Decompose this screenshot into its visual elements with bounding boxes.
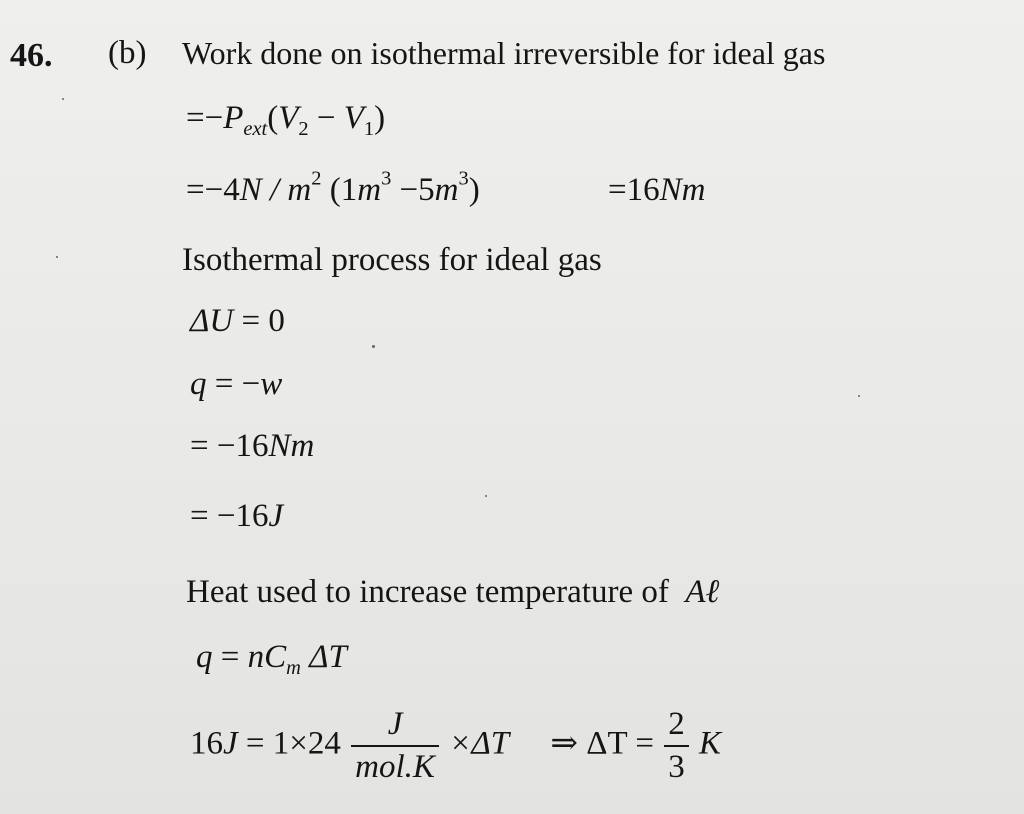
scan-speck: [56, 256, 58, 258]
isothermal-statement: Isothermal process for ideal gas: [182, 242, 602, 278]
equation-delta-t: 16J = 1×24 $\frac{J}{\text{mol.K}}$ ×ΔT ⇒ ΔT = $\frac{2}{3}$ K: [190, 706, 721, 785]
equation-heat-capacity: $q = nC_m$ ΔT: [196, 639, 347, 680]
equation-delta-u: ΔU = 0: [190, 303, 285, 339]
equation-work-result: =16Nm: [608, 172, 706, 208]
heat-statement: Heat used to increase temperature of Aℓ: [186, 574, 720, 610]
scan-speck: [485, 495, 487, 497]
fraction-unit: $\frac{J}{\text{mol.K}}$: [351, 708, 439, 784]
question-heading: Work done on isothermal irreversible for ideal gas: [182, 35, 826, 71]
equation-work-formula: $=-P_{ext}(V_2 - V_1)$: [186, 100, 386, 141]
question-number: 46.: [10, 37, 53, 74]
fraction-two-thirds: $\frac{2}{3}$: [664, 708, 689, 784]
scan-speck: [62, 98, 64, 100]
answer-option: (b): [108, 35, 147, 71]
scan-speck: [858, 395, 860, 397]
scan-speck: [372, 345, 375, 348]
equation-q-joule: = −16J: [190, 498, 284, 534]
equation-q-nm: = −16Nm: [190, 428, 315, 464]
equation-q-minus-w: q = −w: [190, 366, 283, 402]
equation-work-substitution: $=-4N / m^2$ $(1m^3 -5m^3)$: [186, 167, 480, 208]
